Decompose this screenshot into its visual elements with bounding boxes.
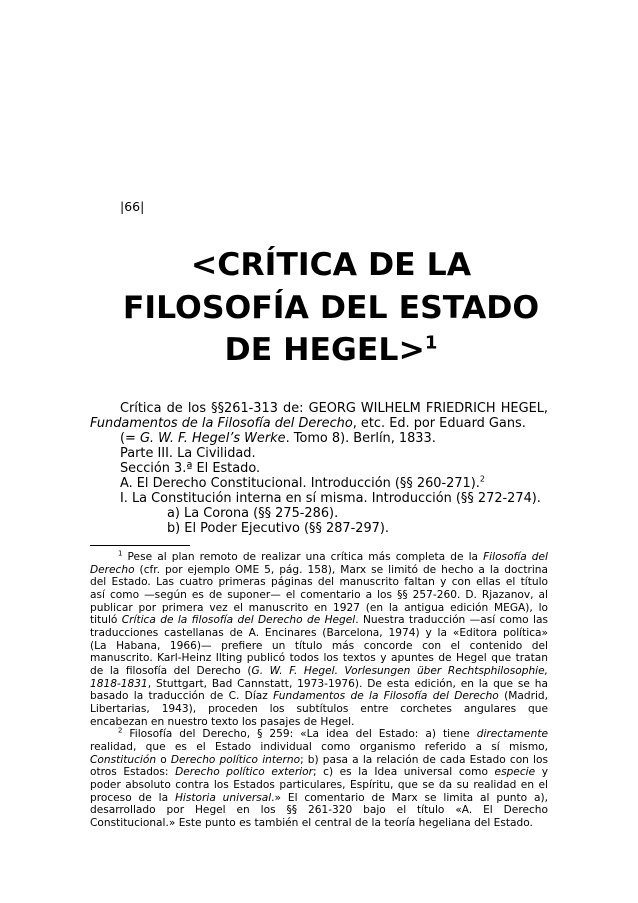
title-line-last (90, 329, 572, 372)
footnote-line (90, 589, 548, 602)
italic-text: G. W. F. Hegel. Vorlesungen über Rechtsphilosophie, (251, 665, 548, 678)
text-run: (= (120, 431, 140, 446)
text-run: basado la traducción de C. Díaz (90, 690, 274, 703)
text-run: de la filosofía del Derecho ( (90, 665, 252, 678)
footnote-line (90, 640, 548, 653)
text-run: desarrollado por Hegel en los §§ 261-320 bajo el título «A. El Derecho (90, 804, 548, 817)
text-run: y (535, 766, 548, 779)
body-line (90, 506, 548, 521)
text-run: Parte III. La Civilidad. (120, 446, 256, 461)
footnote-line (90, 652, 548, 665)
footnote (90, 551, 548, 728)
page-number: |66| (120, 199, 145, 214)
text-run: (Madrid, (498, 690, 548, 703)
body-line (90, 416, 548, 431)
footnote-line (90, 792, 548, 805)
italic-text: Crítica de la filosofía del Derecho de Hegel (121, 614, 356, 627)
footnote-number: 1 (118, 549, 123, 558)
text-run: , Stuttgart, Bad Cannstatt, 1973-1976). De esta edición, en la que se ha (147, 677, 548, 690)
footnote-line (90, 602, 548, 615)
body-line (90, 446, 548, 461)
text-run: Filosofía del Derecho, § 259: «La idea del Estado: a) tiene (122, 728, 477, 741)
body-text (90, 401, 548, 536)
text-run: del Estado. Las cuatro primeras páginas del manuscrito faltan y con ellas el título (90, 576, 548, 589)
footnote-line (90, 817, 548, 830)
chapter-title (90, 244, 572, 372)
body-line (90, 521, 548, 536)
footnote-line (90, 627, 548, 640)
footnote-line (90, 716, 548, 729)
text-run: . Tomo 8). Berlín, 1833. (285, 431, 436, 446)
italic-text: Derecho político exterior (175, 766, 313, 779)
text-run: (La Habana, 1966)— prefiere un título más concorde con el contenido del (90, 639, 548, 652)
italic-text: Derecho político interno (170, 753, 301, 766)
footnote-line (90, 741, 548, 754)
title-line-text: DE HEGEL> (224, 332, 425, 368)
text-run: ; b) pasa a la relación de cada Estado con los (300, 753, 548, 766)
text-run: poder absoluto contra los Estados particulares, Espíritu, que se da su realidad en el (90, 779, 548, 792)
footnotes (90, 551, 548, 830)
footnote-line (90, 614, 548, 627)
text-run: b) El Poder Ejecutivo (§§ 287-297). (167, 521, 390, 536)
footnote-line (90, 665, 548, 678)
title-line: FILOSOFÍA DEL ESTADO (122, 289, 540, 326)
text-run: Constitucional.» Este punto es también el central de la teoría hegeliana del Estado. (90, 817, 533, 830)
italic-text: Derecho (90, 563, 135, 576)
text-run: tituló (90, 614, 122, 627)
text-run: así como —según es de suponer— el comentario a los §§ 257-260. D. Rjazanov, al (90, 589, 548, 602)
text-run: o (156, 753, 171, 766)
footnote-line (90, 551, 548, 564)
text-run: a) La Corona (§§ 275-286). (167, 506, 339, 521)
footnote-line (90, 779, 548, 792)
body-line (90, 401, 548, 416)
italic-text: Constitución (90, 753, 157, 766)
text-run: Pese al plan remoto de realizar una crítica más completa de la (122, 551, 484, 563)
text-run: ; c) es la Idea universal como (312, 766, 495, 779)
footnote-line (90, 678, 548, 691)
footnote-line (90, 754, 548, 767)
text-run: proceso de la (90, 791, 175, 804)
italic-text: G. W. F. Hegel’s Werke (139, 431, 286, 446)
footnote-line (90, 576, 548, 589)
title-note-reference: 1 (424, 332, 438, 354)
text-run: Sección 3.ª El Estado. (120, 461, 261, 476)
footnote-line (90, 703, 548, 716)
footnote-line (90, 766, 548, 779)
italic-text: Historia universal (174, 791, 272, 804)
footnote-number: 2 (118, 726, 123, 735)
footnote-line (90, 690, 548, 703)
italic-text: Fundamentos de la Filosofía del Derecho (90, 416, 353, 431)
text-run: traducciones castellanas de A. Encinares (Barcelona, 1974) y la «Editora política» (90, 627, 548, 640)
text-run: , etc. Ed. por Eduard Gans. (352, 416, 526, 431)
text-run: .» El comentario de Marx se limita al punto a), (271, 791, 548, 804)
text-run: (cfr. por ejemplo OME 5, pág. 158), Marx se limitó de hecho a la doctrina (134, 563, 548, 576)
italic-text: Fundamentos de la Filosofía del Derecho (273, 690, 499, 703)
text-run: otros Estados: (90, 766, 176, 779)
footnote (90, 728, 548, 829)
footnote-line (90, 728, 548, 741)
title-line: <CRÍTICA DE LA (190, 247, 472, 283)
italic-text: 1818-1831 (90, 677, 148, 690)
text-run: Libertarias, 1943), proceden los subtítulos entre corchetes angulares que (90, 703, 548, 716)
text-run: encabezan en nuestro texto los pasajes de Hegel. (90, 715, 355, 728)
text-run: A. El Derecho Constitucional. Introducción (§§ 260-271). (120, 476, 480, 491)
footnote-line (90, 804, 548, 817)
text-run: manuscrito. Karl-Heinz Ilting publicó todos los textos y apuntes de Hegel que tratan (90, 652, 548, 665)
italic-text: Filosofía del (483, 551, 548, 563)
text-run: publicar por primera vez el manuscrito en 1927 (en la antigua edición MEGA), lo (90, 601, 548, 614)
note-reference: 2 (479, 474, 485, 484)
text-run: . Nuestra traducción —así como las (355, 614, 548, 627)
footnote-separator (90, 545, 190, 546)
footnote-line (90, 564, 548, 577)
text-run: I. La Constitución interna en sí misma. Introducción (§§ 272-274). (120, 491, 541, 506)
body-line (90, 431, 548, 446)
italic-text: especie (494, 766, 536, 779)
body-line (90, 476, 548, 491)
body-line (90, 491, 548, 506)
italic-text: directamente (476, 728, 548, 741)
text-run: Crítica de los §§261-313 de: GEORG WILHELM FRIEDRICH HEGEL, (120, 401, 548, 416)
text-run: realidad, que es el Estado individual como organismo referido a sí mismo, (90, 741, 548, 754)
